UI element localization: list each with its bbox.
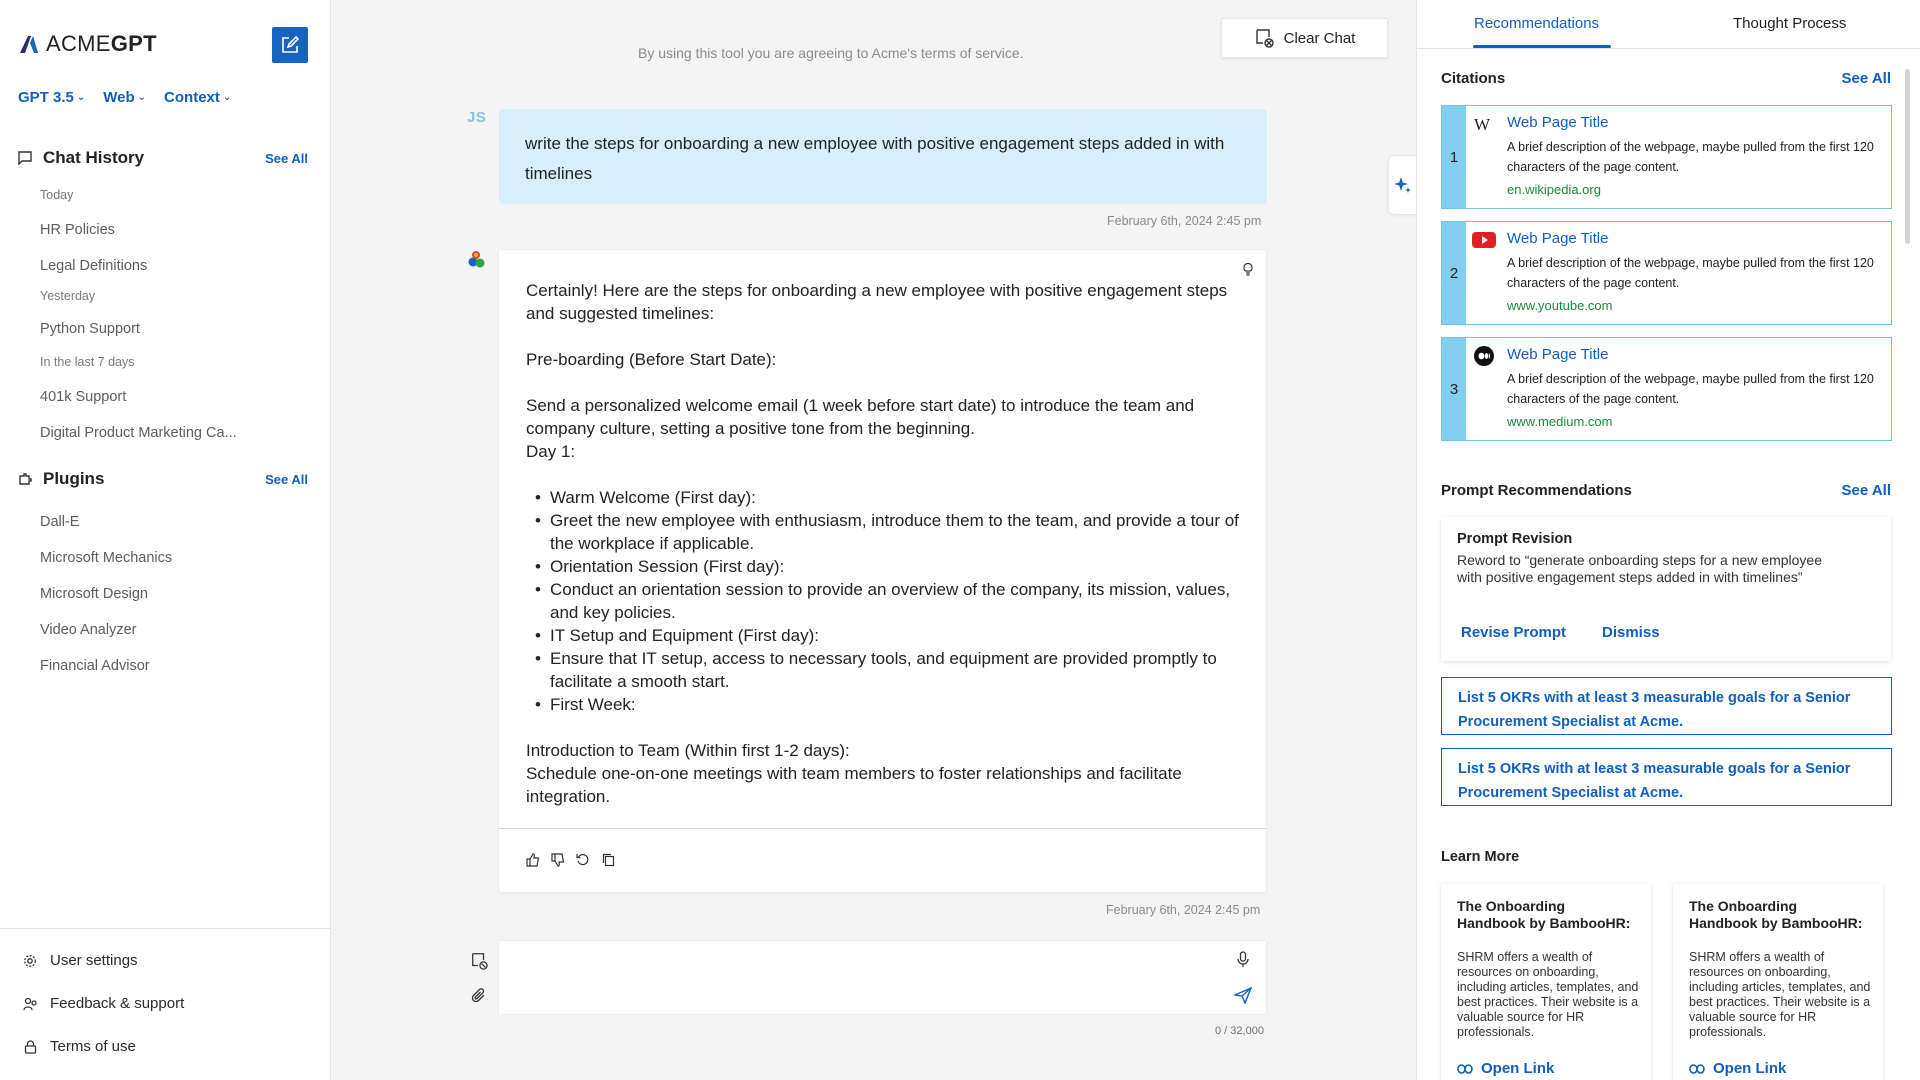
attachment-icon[interactable] — [471, 987, 487, 1004]
response-bullet: • Ensure that IT setup, access to necessary tools, and equipment are provided promptly to facilitate a smooth start. — [526, 647, 1251, 693]
panel-scrollbar[interactable] — [1905, 69, 1910, 244]
history-item[interactable]: HR Policies — [40, 222, 115, 238]
response-bullet: • Greet the new employee with enthusiasm, introduce them to the team, and provide a tour of the workplace if applicable. — [526, 509, 1251, 555]
terms-label: Terms of use — [50, 1038, 136, 1055]
clear-chat-button[interactable] — [1221, 18, 1388, 58]
prompt-suggestion[interactable]: List 5 OKRs with at least 3 measurable goals for a Senior Procurement Specialist at Acme. — [1441, 677, 1892, 735]
link-icon — [1689, 1064, 1705, 1074]
learn-more-header — [1441, 849, 1891, 865]
chevron-down-icon: ⌄ — [222, 92, 232, 103]
prompt-revision-text: Reword to “generate onboarding steps for a new employee with positive engagement steps added in with timelines” — [1457, 552, 1822, 585]
feedback-label: Feedback & support — [50, 995, 185, 1012]
citation-url: www.youtube.com — [1507, 298, 1613, 313]
chat-history-header — [17, 148, 308, 168]
chat-history-see-all[interactable]: See All — [265, 150, 308, 166]
open-link-button[interactable] — [1689, 1060, 1786, 1077]
prompt-suggestion[interactable]: List 5 OKRs with at least 3 measurable goals for a Senior Procurement Specialist at Acme. — [1441, 748, 1892, 806]
citation-title: Web Page Title — [1507, 346, 1609, 363]
chat-bubble-icon — [17, 150, 33, 166]
clear-chat-icon — [1254, 28, 1274, 48]
plugin-item[interactable]: Dall-E — [40, 514, 80, 530]
citation-card[interactable] — [1441, 337, 1892, 441]
copy-icon[interactable] — [600, 852, 616, 868]
regenerate-icon[interactable] — [575, 852, 591, 868]
revise-prompt-button[interactable]: Revise Prompt — [1461, 624, 1567, 641]
sidebar — [0, 0, 331, 1080]
model-dropdown[interactable]: GPT 3.5 ⌄ — [18, 89, 86, 106]
citation-description: A brief description of the webpage, maybe pulled from the first 120 characters of the page content. — [1507, 256, 1874, 290]
send-icon[interactable] — [1234, 987, 1252, 1004]
learn-more-card-title: The Onboarding Handbook by BambooHR: — [1689, 898, 1863, 931]
assistant-message-card — [498, 249, 1267, 893]
plugin-icon — [17, 471, 33, 487]
link-icon — [1457, 1064, 1473, 1074]
prompt-recommendations-header — [1441, 482, 1891, 499]
context-dropdown[interactable]: Context ⌄ — [164, 89, 232, 106]
response-bullet: • Warm Welcome (First day): — [526, 486, 1251, 509]
history-item[interactable]: Legal Definitions — [40, 258, 148, 274]
tab-thought-process[interactable]: Thought Process — [1733, 15, 1847, 32]
response-section-heading: Day 1: — [526, 442, 576, 461]
citation-number: 2 — [1442, 222, 1466, 324]
response-bullet: • First Week: — [526, 693, 1251, 716]
citations-title: Citations — [1441, 70, 1506, 87]
youtube-icon — [1472, 230, 1496, 250]
clear-chat-icon[interactable] — [470, 952, 488, 970]
citation-card[interactable] — [1441, 105, 1892, 209]
learn-more-card-body: SHRM offers a wealth of resources on onboarding, including articles, templates, and best practices. Their website is a valuable source for HR professionals. — [1457, 950, 1639, 1039]
microphone-icon[interactable] — [1237, 951, 1249, 968]
response-intro: Certainly! Here are the steps for onboarding a new employee with positive engagement steps and suggested timelines: — [526, 281, 1228, 323]
history-item[interactable]: Python Support — [40, 321, 140, 337]
new-chat-button[interactable] — [272, 27, 308, 63]
lock-icon — [22, 1039, 38, 1055]
user-avatar-initials: JS — [467, 109, 487, 126]
citations-see-all[interactable]: See All — [1841, 70, 1891, 87]
acme-logo-icon — [18, 33, 40, 55]
model-selectors — [18, 89, 231, 106]
user-settings-label: User settings — [50, 952, 138, 969]
chat-area — [332, 0, 1416, 1080]
message-composer — [498, 940, 1267, 1015]
open-link-button[interactable] — [1457, 1060, 1554, 1077]
learn-more-card — [1441, 884, 1651, 1080]
message-actions — [525, 852, 616, 868]
assistant-message-timestamp: February 6th, 2024 2:45 pm — [1106, 903, 1261, 917]
citation-description: A brief description of the webpage, maybe pulled from the first 120 characters of the page content. — [1507, 140, 1874, 174]
prompt-recommendations-see-all[interactable]: See All — [1841, 482, 1891, 499]
dismiss-button[interactable]: Dismiss — [1602, 624, 1660, 641]
history-item[interactable]: Digital Product Marketing Ca... — [40, 425, 237, 441]
response-bullet-list — [526, 486, 1251, 716]
character-counter: 0 / 32,000 — [1215, 1025, 1264, 1037]
clear-chat-label: Clear Chat — [1283, 29, 1356, 47]
web-dropdown[interactable]: Web ⌄ — [103, 89, 147, 106]
user-settings-link[interactable] — [22, 952, 138, 969]
response-bullet: • IT Setup and Equipment (First day): — [526, 624, 1251, 647]
citations-header — [1441, 70, 1891, 87]
citation-title: Web Page Title — [1507, 230, 1609, 247]
open-link-label: Open Link — [1481, 1060, 1555, 1077]
learn-more-card-title: The Onboarding Handbook by BambooHR: — [1457, 898, 1631, 931]
history-item[interactable]: 401k Support — [40, 389, 127, 405]
prompt-revision-card — [1441, 517, 1891, 661]
history-group-label: Today — [40, 188, 74, 202]
plugins-header — [17, 469, 308, 489]
thumbs-up-icon[interactable] — [525, 852, 541, 868]
terms-link[interactable] — [22, 1038, 136, 1055]
svg-text:W: W — [1474, 116, 1491, 132]
response-bullet: • Orientation Session (First day): — [526, 555, 1251, 578]
sparkle-icon — [1393, 175, 1413, 195]
wikipedia-icon — [1472, 114, 1496, 134]
card-divider — [499, 828, 1266, 829]
history-group-label: In the last 7 days — [40, 355, 135, 369]
learn-more-card-body: SHRM offers a wealth of resources on onboarding, including articles, templates, and best practices. Their website is a valuable source for HR professionals. — [1689, 950, 1871, 1039]
chat-history-title: Chat History — [43, 148, 145, 167]
plugins-title: Plugins — [43, 469, 105, 488]
learn-more-title: Learn More — [1441, 849, 1520, 865]
assistant-message-text — [526, 279, 1251, 808]
citation-url: www.medium.com — [1507, 414, 1613, 429]
citation-number: 3 — [1442, 338, 1466, 440]
citation-title: Web Page Title — [1507, 114, 1609, 131]
terms-notice: By using this tool you are agreeing to Acme's terms of service. — [638, 45, 1024, 61]
sidebar-footer — [0, 928, 331, 929]
response-paragraph: Send a personalized welcome email (1 week before start date) to introduce the team and company culture, setting a positive tone from the beginning. — [526, 396, 1195, 438]
citation-description: A brief description of the webpage, maybe pulled from the first 120 characters of the page content. — [1507, 372, 1874, 406]
chevron-down-icon: ⌄ — [137, 92, 147, 103]
citation-card[interactable] — [1441, 221, 1892, 325]
message-input[interactable] — [511, 952, 1211, 976]
thumbs-down-icon[interactable] — [550, 852, 566, 868]
feedback-link[interactable] — [22, 995, 184, 1012]
prompt-revision-title: Prompt Revision — [1457, 531, 1573, 547]
sparkle-toggle-button[interactable] — [1388, 155, 1418, 215]
response-section-heading: Introduction to Team (Within first 1-2 days): — [526, 741, 850, 760]
brand-name: ACMEGPT — [46, 31, 157, 56]
history-group-label: Yesterday — [40, 289, 96, 303]
plugin-item[interactable]: Video Analyzer — [40, 622, 137, 638]
response-section-heading: Pre-boarding (Before Start Date): — [526, 350, 777, 369]
chevron-down-icon: ⌄ — [76, 92, 86, 103]
gear-icon — [22, 953, 38, 969]
assistant-avatar-icon — [465, 248, 487, 270]
learn-more-card — [1673, 884, 1883, 1080]
response-bullet: • Conduct an orientation session to provide an overview of the company, its mission, values, and key policies. — [526, 578, 1251, 624]
plugin-item[interactable]: Microsoft Design — [40, 586, 148, 602]
citation-number: 1 — [1442, 106, 1466, 208]
edit-icon — [281, 36, 299, 54]
brand-logo[interactable] — [18, 31, 157, 57]
tab-recommendations[interactable]: Recommendations — [1474, 15, 1600, 32]
open-link-label: Open Link — [1713, 1060, 1787, 1077]
panel-tabs — [1417, 0, 1920, 49]
medium-icon — [1472, 346, 1496, 366]
plugins-see-all[interactable]: See All — [265, 471, 308, 487]
user-message-timestamp: February 6th, 2024 2:45 pm — [1107, 214, 1262, 228]
recommendations-panel — [1416, 0, 1920, 1080]
plugin-item[interactable]: Financial Advisor — [40, 658, 150, 674]
people-icon — [22, 996, 38, 1012]
user-message: write the steps for onboarding a new employee with positive engagement steps added in with timelines — [499, 109, 1267, 204]
plugin-item[interactable]: Microsoft Mechanics — [40, 550, 173, 566]
response-paragraph: Schedule one-on-one meetings with team members to foster relationships and facilitate integration. — [526, 764, 1182, 806]
active-tab-indicator — [1473, 45, 1611, 48]
prompt-recommendations-title: Prompt Recommendations — [1441, 482, 1632, 499]
citation-url: en.wikipedia.org — [1507, 182, 1601, 197]
